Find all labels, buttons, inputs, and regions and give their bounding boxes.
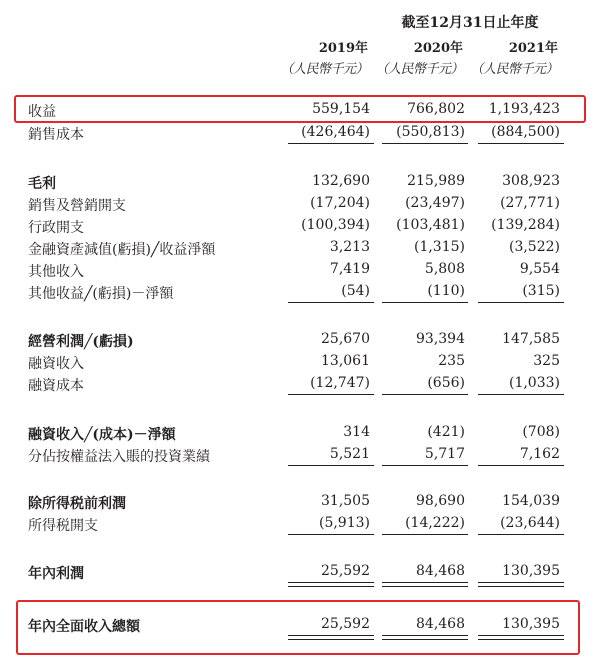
value-2020: 98,690 [416,493,465,509]
row-label: 除所得税前利潤 [28,496,126,512]
unit-label-2020: （人民幣千元） [375,62,463,77]
value-2019: 31,505 [321,493,370,509]
value-2019: 559,154 [312,101,370,117]
value-2019: (100,394) [301,217,370,233]
value-2019: 25,670 [321,331,370,347]
total-double-underline [382,635,468,640]
table-row-revenue [0,100,615,122]
subtotal-underline [478,394,564,395]
subtotal-underline [478,465,564,466]
subtotal-underline [288,465,374,466]
subtotal-underline [288,143,374,144]
row-label: 融資收入 [28,356,84,372]
table-row-total-comprehensive-income [0,615,615,637]
row-label: 所得税開支 [28,518,98,534]
table-row-finance-income [0,352,615,374]
value-2020: 84,468 [416,563,465,579]
value-2021: (27,771) [500,195,560,211]
value-2021: (3,522) [508,239,560,255]
value-2021: (708) [522,424,560,440]
subtotal-underline [382,394,468,395]
value-2021: (23,644) [500,515,560,531]
value-2019: 132,690 [312,173,370,189]
value-2020: (421) [427,424,465,440]
value-2019: 314 [343,424,370,440]
value-2019: 25,592 [321,563,370,579]
value-2020: (103,481) [396,217,465,233]
value-2021: 308,923 [502,173,560,189]
total-double-underline [478,582,564,587]
value-2020: (23,497) [405,195,465,211]
subtotal-underline [382,302,468,303]
table-row-profit-for-year [0,562,615,584]
row-label: 金融資產減值(虧損)╱收益淨額 [28,242,216,258]
value-2021: 325 [533,353,560,369]
unit-label-2021: （人民幣千元） [470,62,558,77]
value-2020: 5,808 [424,261,465,277]
value-2021: (1,033) [508,375,560,391]
row-label: 經營利潤╱(虧損) [28,334,134,350]
table-row-admin-expenses [0,216,615,238]
period-header: 截至12月31日止年度 [401,15,539,31]
table-row-other-income [0,260,615,282]
value-2021: 1,193,423 [488,101,560,117]
value-2020: 766,802 [407,101,465,117]
value-2020: (110) [427,283,465,299]
total-double-underline [288,635,374,640]
table-row-finance-costs [0,374,615,396]
row-label: 其他收益╱(虧損)－淨額 [28,286,174,302]
table-row-cost-of-sales [0,123,615,145]
value-2021: 154,039 [502,493,560,509]
table-row-share-of-results [0,445,615,467]
table-row-impairment [0,238,615,260]
value-2020: 5,717 [424,446,465,462]
table-row-operating-profit [0,330,615,352]
total-double-underline [382,582,468,587]
value-2020: (1,315) [413,239,465,255]
value-2021: 147,585 [502,331,560,347]
table-row-net-finance [0,423,615,445]
table-row-income-tax [0,514,615,536]
subtotal-underline [382,534,468,535]
value-2021: 130,395 [502,563,560,579]
total-double-underline [288,582,374,587]
value-2021: (884,500) [491,124,560,140]
subtotal-underline [288,302,374,303]
value-2020: (550,813) [396,124,465,140]
total-double-underline [478,635,564,640]
subtotal-underline [478,302,564,303]
row-label: 融資成本 [28,378,84,394]
table-row-profit-before-tax [0,492,615,514]
value-2019: 25,592 [321,616,370,632]
row-label: 銷售及營銷開支 [28,198,126,214]
year-header-2020: 2020年 [413,41,463,56]
value-2019: (17,204) [310,195,370,211]
value-2021: 130,395 [502,616,560,632]
value-2019: 3,213 [329,239,370,255]
value-2020: 215,989 [407,173,465,189]
row-label: 年內全面收入總額 [28,619,140,635]
value-2021: (315) [522,283,560,299]
row-label: 融資收入╱(成本)－淨額 [28,427,176,443]
value-2021: 9,554 [519,261,560,277]
value-2019: (5,913) [318,515,370,531]
subtotal-underline [288,394,374,395]
row-label: 銷售成本 [28,127,84,143]
year-header-2021: 2021年 [508,41,558,56]
value-2019: (54) [341,283,370,299]
value-2019: 5,521 [329,446,370,462]
value-2019: (426,464) [301,124,370,140]
row-label: 年內利潤 [28,566,84,582]
row-label: 分佔按權益法入賬的投資業績 [28,449,210,465]
subtotal-underline [478,534,564,535]
table-row-gross-profit [0,172,615,194]
row-label: 其他收入 [28,264,84,280]
value-2020: 235 [438,353,465,369]
value-2019: 13,061 [321,353,370,369]
value-2021: 7,162 [519,446,560,462]
subtotal-underline [288,534,374,535]
row-label: 行政開支 [28,220,84,236]
value-2019: (12,747) [310,375,370,391]
table-row-selling-marketing [0,194,615,216]
unit-label-2019: （人民幣千元） [280,62,368,77]
value-2019: 7,419 [329,261,370,277]
value-2020: 84,468 [416,616,465,632]
table-row-other-gains [0,282,615,304]
value-2020: (14,222) [405,515,465,531]
row-label: 毛利 [28,176,56,192]
value-2020: 93,394 [416,331,465,347]
subtotal-underline [478,143,564,144]
value-2020: (656) [427,375,465,391]
row-label: 收益 [28,104,56,120]
subtotal-underline [382,143,468,144]
value-2021: (139,284) [491,217,560,233]
year-header-2019: 2019年 [318,41,368,56]
subtotal-underline [382,465,468,466]
